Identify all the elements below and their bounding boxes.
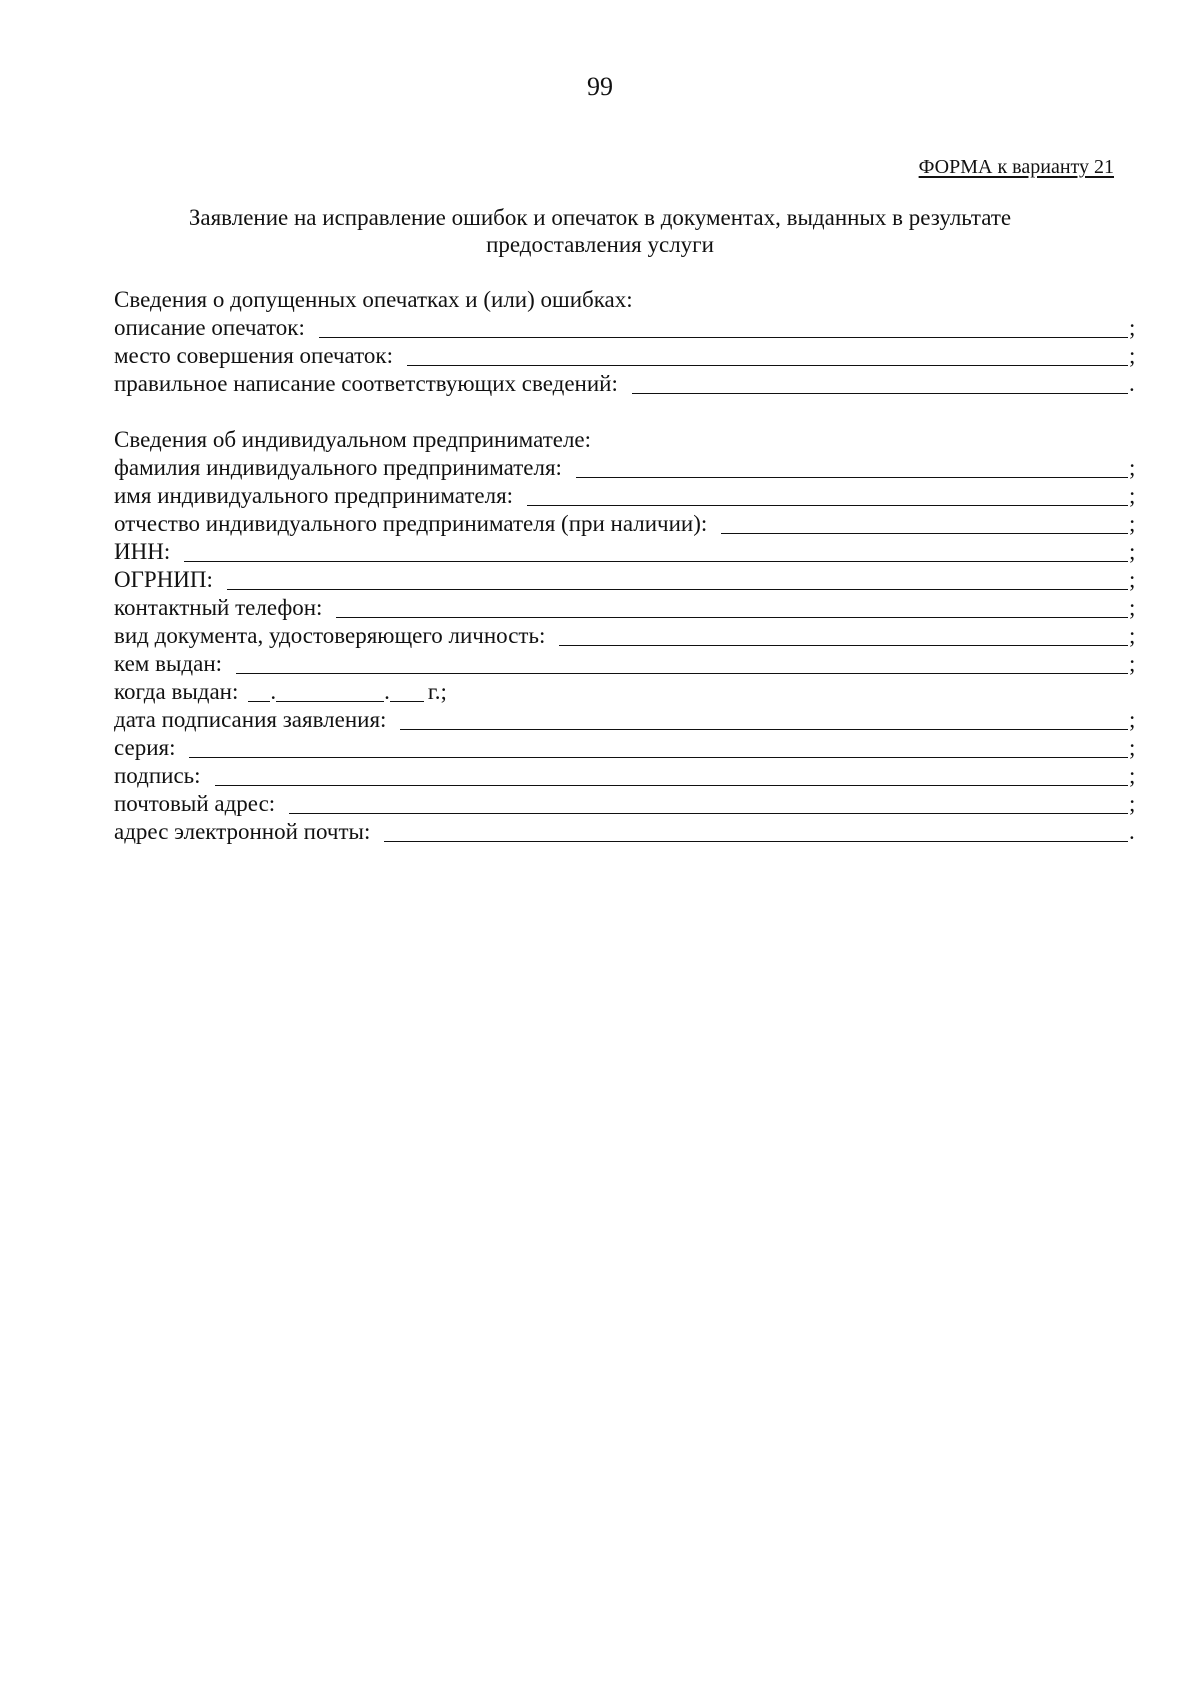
blank-line[interactable] [407,364,1128,366]
field-series[interactable] [114,736,1139,764]
field-end-mark: ; [1129,623,1136,648]
blank-line[interactable] [189,756,1128,758]
field-end-mark: ; [1129,343,1136,368]
field-issued-by[interactable] [114,652,1139,680]
field-label: правильное написание соответствующих сведений: [114,371,618,396]
blank-line[interactable] [384,840,1128,842]
date-day-blank[interactable] [248,700,270,702]
field-end-mark: ; [1129,567,1136,592]
field-label: ИНН: [114,539,171,564]
blank-line[interactable] [559,644,1128,646]
blank-line[interactable] [576,476,1128,478]
field-label: когда выдан: [114,679,239,704]
field-typo-description[interactable] [114,316,1139,344]
blank-line[interactable] [227,588,1128,590]
blank-line[interactable] [527,504,1128,506]
field-label: подпись: [114,763,201,788]
field-label: имя индивидуального предпринимателя: [114,483,514,508]
field-end-mark: ; [1129,511,1136,536]
blank-line[interactable] [184,560,1128,562]
date-month-blank[interactable] [276,700,384,702]
document-title-line-1: Заявление на исправление ошибок и опечаток в документах, выданных в результате [188,205,1012,230]
field-end-mark: ; [1129,539,1136,564]
errors-section-heading [114,288,1139,316]
date-separator: . [384,679,390,704]
field-end-mark: . [1129,371,1135,396]
field-end-mark: ; [1129,707,1136,732]
year-suffix: г.; [427,679,447,704]
field-end-mark: ; [1129,791,1136,816]
blank-line[interactable] [319,336,1128,338]
field-label: контактный телефон: [114,595,323,620]
field-label: ОГРНИП: [114,567,213,592]
field-signature[interactable] [114,764,1139,792]
page-number: 99 [587,72,613,101]
field-label: фамилия индивидуального предпринимателя: [114,455,562,480]
field-label: описание опечаток: [114,315,305,340]
document-title-line-2: предоставления услуги [486,232,714,257]
blank-line[interactable] [215,784,1128,786]
field-end-mark: . [1129,819,1135,844]
entrepreneur-section [114,428,1139,848]
section-heading-text: Сведения о допущенных опечатках и (или) ошибках: [114,287,633,312]
blank-line[interactable] [632,392,1128,394]
field-first-name[interactable] [114,484,1139,512]
field-label: дата подписания заявления: [114,707,387,732]
blank-line[interactable] [400,728,1128,730]
blank-line[interactable] [289,812,1128,814]
field-patronymic[interactable] [114,512,1139,540]
field-end-mark: ; [1129,455,1136,480]
field-label: вид документа, удостоверяющего личность: [114,623,546,648]
field-label: место совершения опечаток: [114,343,393,368]
field-phone[interactable] [114,596,1139,624]
field-end-mark: ; [1129,735,1136,760]
field-surname[interactable] [114,456,1139,484]
entrepreneur-section-heading [114,428,1139,456]
field-end-mark: ; [1129,483,1136,508]
field-end-mark: ; [1129,763,1136,788]
blank-line[interactable] [236,672,1128,674]
errors-section [114,288,1139,400]
field-ogrnip[interactable] [114,568,1139,596]
field-signing-date[interactable] [114,708,1139,736]
date-separator: . [270,679,277,704]
field-end-mark: ; [1129,315,1136,340]
blank-line[interactable] [721,532,1128,534]
date-year-blank[interactable] [390,700,424,702]
field-issue-date[interactable] [114,680,1139,708]
field-label: серия: [114,735,176,760]
field-correct-spelling[interactable] [114,372,1139,400]
field-typo-location[interactable] [114,344,1139,372]
document-title [150,204,1050,258]
field-label: отчество индивидуального предпринимателя (при наличии): [114,511,708,536]
field-end-mark: ; [1129,651,1136,676]
field-id-document-type[interactable] [114,624,1139,652]
field-label: кем выдан: [114,651,223,676]
field-end-mark: ; [1129,595,1136,620]
field-postal-address[interactable] [114,792,1139,820]
field-email[interactable] [114,820,1139,848]
field-label: почтовый адрес: [114,791,276,816]
blank-line[interactable] [336,616,1128,618]
field-label: адрес электронной почты: [114,819,371,844]
form-reference: ФОРМА к варианту 21 [918,156,1114,178]
section-heading-text: Сведения об индивидуальном предпринимателе: [114,427,592,452]
field-inn[interactable] [114,540,1139,568]
